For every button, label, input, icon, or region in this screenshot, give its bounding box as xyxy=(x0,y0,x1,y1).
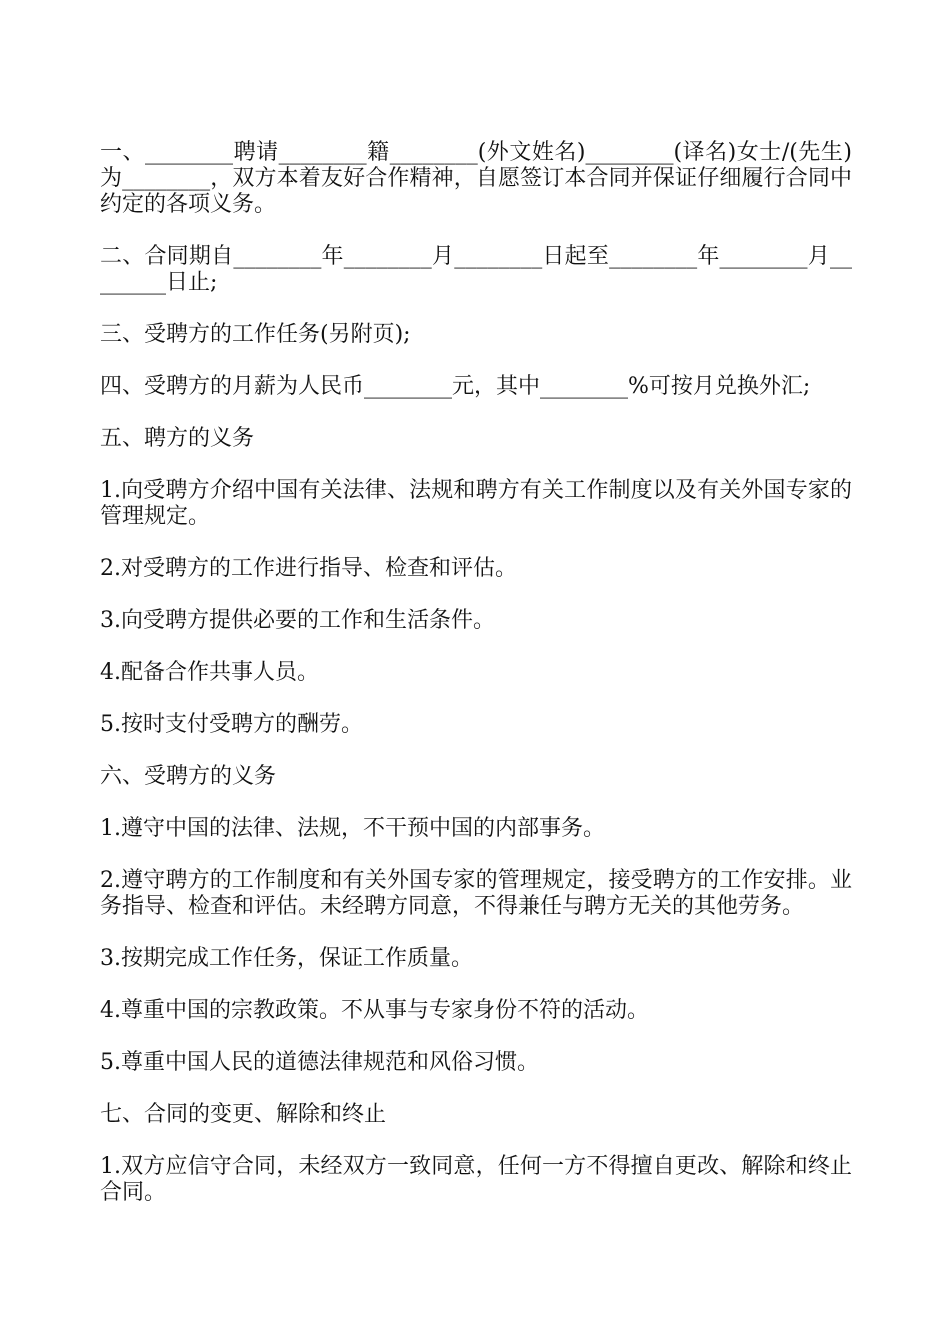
contract-page xyxy=(100,140,852,1232)
clause-1-parties: 一、________聘请________籍________(外文姓名)________(译名)女士/(先生)为________，双方本着友好合作精神，自愿签订本合同并保证仔细履行合同中约定的各项义务。 xyxy=(100,140,852,217)
section-5-item-2: 2.对受聘方的工作进行指导、检查和评估。 xyxy=(100,556,517,581)
section-5-item-4: 4.配备合作共事人员。 xyxy=(100,660,319,685)
section-6-item-3: 3.按期完成工作任务，保证工作质量。 xyxy=(100,946,473,971)
section-5-item-5: 5.按时支付受聘方的酬劳。 xyxy=(100,712,363,737)
section-6-item-5: 5.尊重中国人民的道德法律规范和风俗习惯。 xyxy=(100,1050,539,1075)
section-7-item-1: 1.双方应信守合同，未经双方一致同意，任何一方不得擅自更改、解除和终止合同。 xyxy=(100,1154,852,1205)
section-7-heading: 七、合同的变更、解除和终止 xyxy=(100,1102,387,1127)
section-5-item-1: 1.向受聘方介绍中国有关法律、法规和聘方有关工作制度以及有关外国专家的管理规定。 xyxy=(100,478,852,529)
section-6-item-1: 1.遵守中国的法律、法规，不干预中国的内部事务。 xyxy=(100,816,605,841)
section-6-item-2: 2.遵守聘方的工作制度和有关外国专家的管理规定，接受聘方的工作安排。业务指导、检查和评估。未经聘方同意，不得兼任与聘方无关的其他劳务。 xyxy=(100,868,852,919)
section-5-heading: 五、聘方的义务 xyxy=(100,426,255,451)
section-5-item-3: 3.向受聘方提供必要的工作和生活条件。 xyxy=(100,608,495,633)
clause-4-salary: 四、受聘方的月薪为人民币________元，其中________%可按月兑换外汇; xyxy=(100,374,811,399)
clause-2-term: 二、合同期自________年________月________日起至________年________月________日止; xyxy=(100,244,852,295)
section-6-item-4: 4.尊重中国的宗教政策。不从事与专家身份不符的活动。 xyxy=(100,998,649,1023)
section-6-heading: 六、受聘方的义务 xyxy=(100,764,277,789)
clause-3-tasks: 三、受聘方的工作任务(另附页); xyxy=(100,322,411,347)
